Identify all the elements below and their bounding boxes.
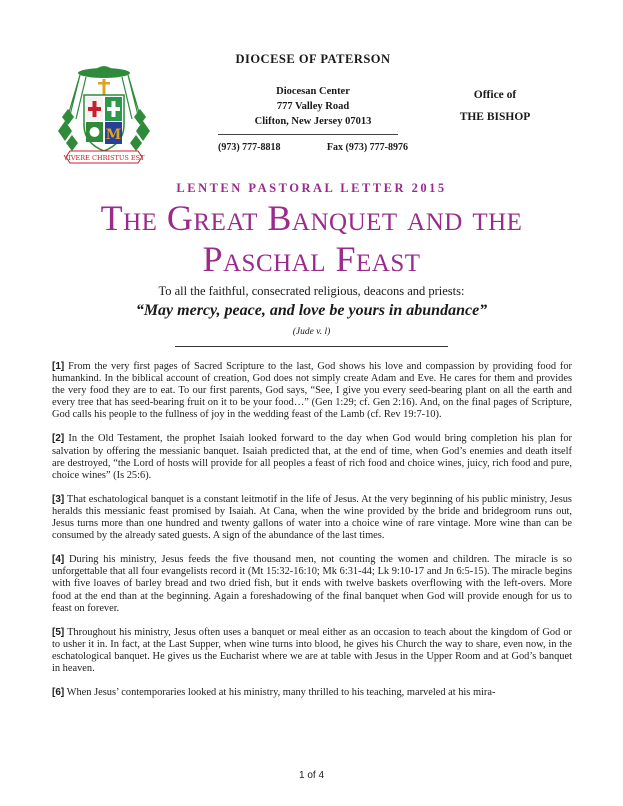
- office-line: THE BISHOP: [459, 111, 531, 123]
- paragraph-text: During his ministry, Jesus feeds the five thousand men, not counting the women and children. The miracle is so unforgettable that all four evangelists record it (Mt 15:32-16:10; Mk 6:31-44; Lk 9:10-17 and Jn 6:5-15). The miracle begins with five loaves of barley bread and two dried fish, but it ends with twelve baskets overflowing with the left-overs. More food at the end than at the beginning. Again a foreshadowing of the final banquet when God will provide enough for us to feast on forever.: [52, 554, 572, 614]
- paragraph-text: That eschatological banquet is a constant leitmotif in the life of Jesus. At the very beginning of his public ministry, Jesus heralds this messianic feast promised by Isaiah. At Cana, when the wine provided by the bride and bridegroom runs out, Jesus turns more than one hundred and twenty gallons of water into a choice wine of rare vintage. More wine than can be consumed by the already sated guests. A sign of the abundance of the last times.: [52, 493, 572, 542]
- fax-number: Fax (973) 777-8976: [326, 142, 408, 153]
- header-divider: [218, 134, 398, 135]
- address-line: Clifton, New Jersey 07013: [254, 116, 372, 127]
- citation-divider: [175, 346, 448, 347]
- paragraph-text: Throughout his ministry, Jesus often uses a banquet or meal either as an occasion to teach about the kingdom of God or to usher it in. In fact, at the Last Supper, when wine turns into blood, he gives his Church the way to share, even now, in the eschatological banquet. He gives us the Eucharist where we are at table with Jesus in the Upper Room and at God’s banquet in heaven.: [52, 626, 572, 674]
- paragraph-text: From the very first pages of Sacred Scripture to the last, God shows his love and compassion by providing food for humankind. In the biblical account of creation, God does not simply create Adam and Eve. He cares for them and provides the very food they are to eat. To our first parents, God says, “See, I give you every seed-bearing plant on all the earth and every tree that has seed-bearing fruit on it to be your food…” (Gen 1:29; cf. Gen 2:16). And, on the final pages of Scripture, God calls his people to the fullness of joy in the wedding feast of the Lamb (cf. Rev 19:7-10).: [52, 361, 572, 421]
- address-line: 777 Valley Road: [276, 101, 350, 112]
- paragraph-number: [2]: [52, 433, 65, 445]
- coat-of-arms-icon: [56, 55, 152, 165]
- contact-numbers: [218, 142, 408, 153]
- title-line: Paschal Feast: [202, 239, 421, 279]
- page-number: 1 of 4: [298, 770, 325, 781]
- letter-title: [60, 198, 563, 280]
- salutation: To all the faithful, consecrated religious, deacons and priests:: [158, 284, 465, 298]
- letter-body: [52, 361, 572, 711]
- paragraph-number: [5]: [52, 626, 65, 638]
- office-line: Office of: [473, 89, 517, 101]
- paragraph: [52, 627, 572, 675]
- paragraph-number: [3]: [52, 493, 65, 505]
- diocese-name: DIOCESE OF PATERSON: [235, 52, 391, 66]
- title-line: The Great Banquet and the: [100, 198, 523, 238]
- svg-text:M: M: [105, 127, 122, 143]
- paragraph: [52, 433, 572, 481]
- paragraph-number: [4]: [52, 554, 65, 566]
- paragraph: [52, 361, 572, 421]
- scripture-citation: (Jude v. l): [292, 327, 331, 337]
- paragraph: [52, 687, 572, 699]
- paragraph-number: [6]: [52, 687, 65, 699]
- diocesan-address: [218, 84, 408, 129]
- phone-number: (973) 777-8818: [218, 142, 281, 153]
- motto-text: VIVERE CHRISTUS EST: [63, 154, 145, 162]
- office-of-the-bishop: [440, 84, 550, 128]
- paragraph-text: When Jesus’ contemporaries looked at his ministry, many thrilled to his teaching, marveled at his mira-: [66, 687, 496, 699]
- letter-kicker: LENTEN PASTORAL LETTER 2015: [176, 181, 447, 195]
- address-line: Diocesan Center: [276, 86, 350, 97]
- paragraph-text: In the Old Testament, the prophet Isaiah looked forward to the day when God would bring completion his plan for salvation by offering the messianic banquet. Isaiah predicted that, at the end of time, when God’s enemies and death itself are destroyed, “the Lord of hosts will provide for all peoples a feast of rich food and choice wines, juicy, rich food and pure, choice wines” (Is 25:6).: [52, 433, 572, 481]
- paragraph-number: [1]: [52, 361, 65, 372]
- paragraph: [52, 494, 572, 542]
- paragraph: [52, 554, 572, 614]
- blessing-quote: “May mercy, peace, and love be yours in abundance”: [135, 302, 488, 319]
